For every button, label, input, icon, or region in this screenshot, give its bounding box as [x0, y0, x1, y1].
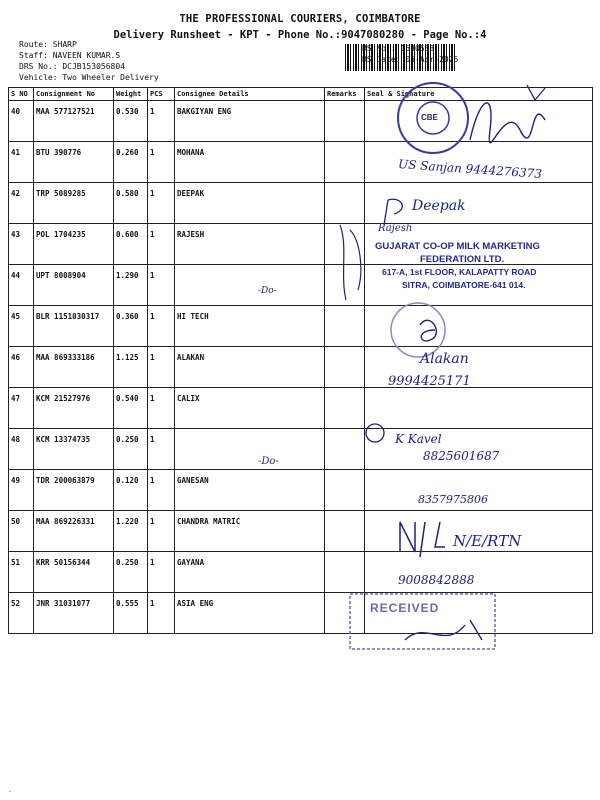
handwriting-row46-phone: 9994425171 [388, 374, 471, 389]
cell-sno: 41 [9, 142, 34, 183]
cell-consignee: MOHANA [175, 142, 325, 183]
cell-weight: 1.125 [114, 347, 148, 388]
cell-consignee: GAYANA [175, 552, 325, 593]
signature-40 [470, 103, 545, 143]
cell-consignee: GANESAN [175, 470, 325, 511]
handwriting-row41: US Sanjan 9444276373 [397, 156, 543, 182]
cell-consignee: ASIA ENG [175, 593, 325, 634]
document-subtitle: Delivery Runsheet - KPT - Phone No.:9047080280 - Page No.:4 [113, 29, 487, 41]
cell-consignee: CHANDRA MATRIC [175, 511, 325, 552]
signature-43-scribble [340, 225, 361, 300]
cell-sno: 50 [9, 511, 34, 552]
handwriting-row51: 9008842888 [398, 573, 475, 587]
cell-pcs: 1 [148, 101, 175, 142]
cell-pcs: 1 [148, 470, 175, 511]
cell-pcs: 1 [148, 265, 175, 306]
cell-sno: 40 [9, 101, 34, 142]
col-pcs: PCS [148, 88, 175, 101]
cell-weight: 0.540 [114, 388, 148, 429]
cell-sno: 46 [9, 347, 34, 388]
cell-sno: 47 [9, 388, 34, 429]
handwriting-row43: Rajesh [378, 223, 413, 234]
cell-pcs: 1 [148, 552, 175, 593]
vehicle-label: Vehicle: Two Wheeler Delivery [19, 73, 159, 82]
cell-consignment: KCM 13374735 [34, 429, 114, 470]
cell-pcs: 1 [148, 429, 175, 470]
cell-consignment: MAA 577127521 [34, 101, 114, 142]
cell-pcs: 1 [148, 511, 175, 552]
cell-consignment: KCM 21527976 [34, 388, 114, 429]
ne-rtn-strokes [400, 522, 445, 557]
cell-consignment: MAA 869333186 [34, 347, 114, 388]
corner-mark: . [8, 786, 13, 794]
cell-consignment: MAA 869226331 [34, 511, 114, 552]
org-stamp-line4: SITRA, COIMBATORE-641 014. [402, 280, 526, 290]
cell-consignment: TDR 200063879 [34, 470, 114, 511]
received-stamp-text: RECEIVED [370, 601, 440, 615]
col-signature: Seal & Signature [365, 88, 593, 101]
cell-consignee: BAKGIYAN ENG [175, 101, 325, 142]
handwriting-row42: Deepak [412, 198, 466, 214]
cell-weight: 0.600 [114, 224, 148, 265]
seal-cbe-text: CBE [421, 113, 438, 122]
route-label: Route: SHARP [19, 40, 77, 49]
cell-sno: 49 [9, 470, 34, 511]
cell-consignee: CALIX [175, 388, 325, 429]
cell-weight: 0.250 [114, 552, 148, 593]
cell-sno: 51 [9, 552, 34, 593]
col-consignee: Consignee Details [175, 88, 325, 101]
org-stamp-line2: FEDERATION LTD. [420, 254, 505, 265]
rs-number: RS No.: 1530568 [362, 44, 435, 53]
cell-sno: 52 [9, 593, 34, 634]
cell-sno: 48 [9, 429, 34, 470]
handwriting-row49: 8357975806 [418, 493, 488, 506]
org-stamp-line1: GUJARAT CO-OP MILK MARKETING [375, 241, 540, 252]
document-title: THE PROFESSIONAL COURIERS, COIMBATORE [179, 13, 421, 25]
cell-consignee: ALAKAN [175, 347, 325, 388]
ditto-row48: -Do- [258, 456, 279, 467]
rs-date: RS Date: 05-Apr-2025 [362, 55, 459, 64]
handwriting-row47-name: K Kavel [395, 432, 442, 446]
cell-sno: 45 [9, 306, 34, 347]
cell-pcs: 1 [148, 306, 175, 347]
org-stamp-line3: 617-A, 1st FLOOR, KALAPATTY ROAD [382, 267, 537, 277]
col-consignment: Consignment No [34, 88, 114, 101]
handwriting-row46-name: Alakan [420, 351, 469, 367]
cell-consignee: RAJESH [175, 224, 325, 265]
cell-sno: 43 [9, 224, 34, 265]
cell-pcs: 1 [148, 183, 175, 224]
col-remarks: Remarks [325, 88, 365, 101]
handwriting-ne-rtn: N/E/RTN [453, 532, 522, 550]
cell-pcs: 1 [148, 347, 175, 388]
cell-sno: 44 [9, 265, 34, 306]
cell-consignment: BLR 1151030317 [34, 306, 114, 347]
ditto-row44: -Do- [258, 286, 277, 296]
cell-weight: 1.220 [114, 511, 148, 552]
col-weight: Weight [114, 88, 148, 101]
cell-pcs: 1 [148, 224, 175, 265]
col-sno: S NO [9, 88, 34, 101]
cell-consignee: HI TECH [175, 306, 325, 347]
cell-consignment: TRP 5089285 [34, 183, 114, 224]
cell-weight: 0.555 [114, 593, 148, 634]
signature-45 [420, 320, 436, 341]
handwriting-row47-phone: 8825601687 [423, 449, 500, 463]
staff-label: Staff: NAVEEN KUMAR.S [19, 51, 121, 60]
cell-weight: 0.360 [114, 306, 148, 347]
cell-consignment: UPT 8008904 [34, 265, 114, 306]
cell-consignment: KRR 50156344 [34, 552, 114, 593]
cell-weight: 0.260 [114, 142, 148, 183]
signature-42-mark [384, 199, 402, 225]
cell-weight: 1.290 [114, 265, 148, 306]
cell-weight: 0.530 [114, 101, 148, 142]
cell-weight: 0.120 [114, 470, 148, 511]
cell-sno: 42 [9, 183, 34, 224]
cell-weight: 0.250 [114, 429, 148, 470]
cell-pcs: 1 [148, 593, 175, 634]
cell-consignee: DEEPAK [175, 183, 325, 224]
cell-consignment: POL 1704235 [34, 224, 114, 265]
cell-consignment: JNR 31031077 [34, 593, 114, 634]
cell-pcs: 1 [148, 142, 175, 183]
cell-consignment: BTU 390776 [34, 142, 114, 183]
cell-pcs: 1 [148, 388, 175, 429]
signature-52 [405, 620, 482, 640]
cell-weight: 0.580 [114, 183, 148, 224]
drs-number: DRS No.: DCJB153056804 [19, 62, 125, 71]
